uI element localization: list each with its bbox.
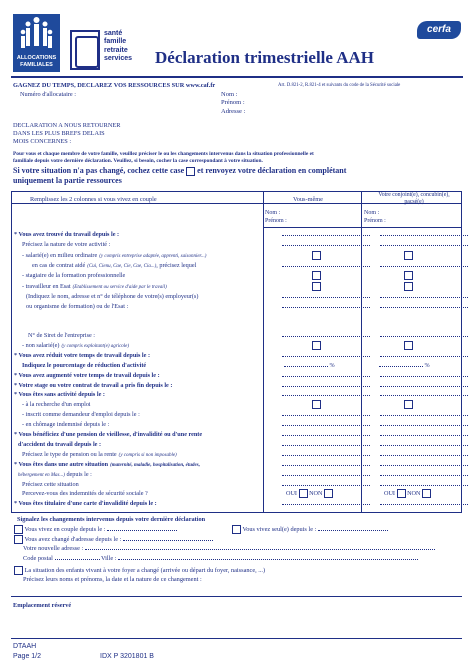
adresse-label: Adresse :: [221, 108, 246, 115]
row-text: - en chômage indemnisé depuis le :: [22, 421, 110, 429]
row-tail: , précisez lequel: [156, 261, 197, 269]
table-row: [14, 489, 462, 498]
row-text: * Vous avez réduit votre temps de travail depuis le :: [14, 351, 151, 359]
row-label: [22, 400, 91, 409]
row-text: N° de Siret de l'entreprise :: [28, 332, 95, 339]
table-row: [14, 460, 462, 469]
partner-date-field[interactable]: [380, 230, 468, 239]
self-date-field[interactable]: [282, 410, 370, 419]
family-section-rule: [11, 596, 462, 597]
row-note: (Cui, Cienu, Cae, Cie, Cae, Cia...): [87, 263, 157, 269]
form-code: DTAAH: [13, 643, 37, 650]
cerfa-logo: [417, 21, 461, 39]
row-text: - salarié(e) en milieu ordinaire: [22, 251, 98, 259]
self-nom: Nom :: [265, 210, 281, 216]
family-row-seul: [232, 525, 388, 534]
row-text: * Vous êtes sans activité depuis le :: [14, 391, 105, 399]
seul-label: Vous vivez seul(e) depuis le :: [242, 525, 317, 533]
self-date-field[interactable]: [282, 480, 370, 489]
name-row-rule: [263, 227, 462, 228]
table-row: [14, 450, 462, 459]
table-row: [14, 292, 462, 301]
partner-date-field[interactable]: [380, 460, 468, 469]
row-note: (y compris exploitant(e) agricole): [61, 343, 130, 349]
table-row: [14, 351, 462, 360]
table-row: [14, 361, 462, 370]
table-row: [14, 271, 462, 280]
row-label: [22, 450, 177, 460]
partner-nom: Nom :: [364, 210, 380, 216]
partner-date-field[interactable]: [380, 331, 468, 340]
row-label: [14, 499, 157, 508]
self-date-field[interactable]: [282, 381, 370, 390]
row-text: Percevez-vous des indemnités de sécurité sociale ?: [22, 490, 148, 498]
row-text: - stagiaire de la formation professionnelle: [22, 272, 126, 280]
row-tail: depuis le :: [64, 470, 92, 478]
row-text: Précisez la nature de votre activité :: [22, 241, 111, 249]
children-row: [14, 566, 265, 575]
no-change-b: et renvoyez votre déclaration en complétant: [197, 166, 347, 175]
postal-row: [23, 555, 418, 562]
row-label: [14, 381, 172, 390]
row-label: [22, 480, 79, 489]
postal-label: Code postal: [23, 555, 53, 562]
mois-label: MOIS CONCERNES :: [13, 138, 72, 145]
row-label: [28, 331, 95, 340]
table-row: [14, 251, 462, 260]
nom-label: Nom :: [221, 91, 238, 98]
self-date-field[interactable]: [282, 302, 370, 311]
partner-date-field[interactable]: [380, 430, 468, 439]
row-text: d'accident du travail depuis le :: [18, 440, 102, 448]
website-line: GAGNEZ DU TEMPS, DECLAREZ VOS RESSOURCES SUR www.caf.fr: [13, 82, 216, 89]
row-note: (Etablissement ou service d'aide par le travail): [72, 284, 167, 290]
self-oui-non[interactable]: OUI NON: [286, 489, 333, 498]
seul-checkbox[interactable]: [232, 525, 241, 534]
table-row: [14, 240, 462, 249]
caf-people-icon: [13, 14, 60, 54]
table-row: [14, 331, 462, 340]
self-date-field[interactable]: [282, 261, 370, 270]
row-text: Précisez le type de pension ou la rente: [22, 450, 117, 458]
allocataire-label: Numéro d'allocataire :: [20, 91, 77, 98]
partner-checkbox[interactable]: [404, 271, 413, 280]
msa-line: retraite: [104, 46, 128, 54]
partner-date-field[interactable]: [380, 381, 468, 390]
couple-label: Vous vivez en couple depuis le :: [24, 525, 106, 533]
children-detail: Précisez leurs noms et prénoms, la date et la nature de ce changement :: [23, 576, 202, 583]
row-label: [22, 489, 148, 498]
self-prenom: Prénom :: [265, 218, 287, 224]
new-address-label: Votre nouvelle adresse :: [23, 545, 84, 552]
return-line: DANS LES PLUS BREFS DELAIS: [13, 130, 105, 137]
msa-line: famille: [104, 38, 127, 46]
table-row: [14, 371, 462, 380]
row-text: * Vous êtes dans une autre situation: [14, 460, 109, 468]
return-line: DECLARATION A NOUS RETOURNER: [13, 122, 121, 129]
table-row: [14, 261, 462, 270]
new-address-field[interactable]: [85, 549, 435, 550]
row-note: (y compris si non imposable): [118, 452, 177, 458]
children-checkbox[interactable]: [14, 566, 23, 575]
row-label: [14, 351, 150, 360]
page-number: Page 1/2: [13, 653, 42, 660]
postal-field[interactable]: [55, 559, 100, 560]
table-row: [14, 440, 462, 449]
self-checkbox[interactable]: [312, 271, 321, 280]
row-label: [22, 341, 129, 351]
table-row: [14, 499, 462, 508]
row-label: [32, 261, 196, 271]
self-date-field[interactable]: [282, 499, 370, 508]
self-date-field[interactable]: [282, 450, 370, 459]
couple-date-field[interactable]: [107, 530, 177, 531]
table-row: [14, 400, 462, 409]
partner-checkbox[interactable]: [404, 251, 413, 260]
table-row: [14, 381, 462, 390]
address-checkbox[interactable]: [14, 535, 23, 544]
col-header-self: Vous-même: [293, 196, 323, 203]
self-date-field[interactable]: [282, 390, 370, 399]
table-row: [14, 282, 462, 291]
partner-date-field[interactable]: [380, 302, 468, 311]
partner-date-field[interactable]: [380, 480, 468, 489]
no-change-text: [13, 166, 346, 176]
msa-logo: [70, 30, 100, 70]
msa-logo-mark: [75, 36, 99, 68]
prenom-label: Prénom :: [221, 99, 245, 106]
row-note: (maternité, maladie, hospitalisation, études,: [110, 462, 200, 468]
self-date-field[interactable]: [282, 430, 370, 439]
row-text: - travailleur en Esat: [22, 282, 71, 290]
page-title: Déclaration trimestrielle AAH: [155, 48, 375, 67]
partner-checkbox[interactable]: [404, 341, 413, 350]
row-label: [14, 460, 200, 470]
partner-oui-non[interactable]: OUI NON: [384, 489, 431, 498]
no-change-a: Si votre situation n'a pas changé, cochez cette case: [13, 166, 185, 175]
partner-date-field[interactable]: [380, 261, 468, 270]
partner-date-field[interactable]: [380, 371, 468, 380]
row-text: - non salarié(e): [22, 341, 60, 349]
row-label: [14, 371, 160, 380]
partner-date-field[interactable]: [380, 351, 468, 360]
self-date-field[interactable]: [282, 331, 370, 340]
header-rule: [11, 76, 463, 78]
employer-blank-area: [14, 304, 259, 326]
partner-prenom: Prénom :: [364, 218, 386, 224]
row-label: [14, 390, 105, 399]
table-row: [14, 410, 462, 419]
row-text: (Indiquez le nom, adresse et n° de téléphone de votre(s) employeur(s): [26, 292, 199, 300]
partner-date-field[interactable]: [380, 499, 468, 508]
partner-date-field[interactable]: [380, 240, 468, 249]
row-label: [22, 282, 167, 292]
row-text: Indiquez le pourcentage de réduction d'activité: [22, 361, 147, 369]
self-checkbox[interactable]: [312, 251, 321, 260]
row-label: [18, 470, 92, 480]
row-text: hébergement en Mas...): [18, 472, 65, 478]
row-label: [14, 230, 119, 239]
table-row: [14, 230, 462, 239]
row-label: [26, 292, 198, 301]
partner-date-field[interactable]: [380, 420, 468, 429]
couple-checkbox[interactable]: [14, 525, 23, 534]
col-header-main: Remplissez les 2 colonnes si vous vivez en couple: [30, 196, 157, 203]
self-checkbox[interactable]: [312, 282, 321, 291]
table-row: [14, 430, 462, 439]
row-label: [18, 440, 101, 449]
msa-line: santé: [104, 30, 123, 37]
table-row: [14, 420, 462, 429]
self-date-field[interactable]: [282, 470, 370, 479]
caf-logo: [13, 14, 60, 72]
address-label: Vous avez changé d'adresse depuis le :: [24, 535, 122, 543]
address-date-field[interactable]: [123, 540, 213, 541]
row-label: [22, 420, 109, 429]
family-title: Signalez les changements intervenus depuis votre dernière déclaration: [17, 516, 206, 523]
cerfa-logo-text: cerfa: [427, 24, 451, 35]
family-row-address: [14, 535, 213, 544]
self-date-field[interactable]: [282, 351, 370, 360]
table-row: [14, 470, 462, 479]
instructions: Pour vous et chaque membre de votre famille, veuillez préciser le ou les changements intervenus dans la situation professionnelle et: [13, 151, 314, 157]
reserved-label: Emplacement réservé: [13, 602, 72, 609]
table-row: [14, 390, 462, 399]
table-row: [14, 341, 462, 350]
instructions: familiale depuis votre dernière déclaration. Veuillez, si besoin, cocher la case correspondant à votre situation.: [13, 158, 263, 164]
row-label: [22, 410, 140, 419]
msa-text: [104, 30, 132, 64]
partner-date-field[interactable]: [380, 450, 468, 459]
partner-date-field[interactable]: [380, 292, 468, 301]
col-header-partner: Votre conjoint(e), concubin(e), pacsé(e): [378, 192, 450, 205]
self-checkbox[interactable]: [312, 400, 321, 409]
footer-rule: [11, 638, 462, 639]
self-percent-field[interactable]: %: [284, 361, 335, 370]
row-text: - à la recherche d'un emploi: [22, 401, 91, 409]
children-label: La situation des enfants vivant à votre foyer a changé (arrivée ou départ du foyer, naissance, ...): [24, 566, 266, 574]
ville-field[interactable]: [118, 559, 418, 560]
row-note: (y compris entreprise adaptée, apprenti, saisonnier...): [99, 253, 207, 259]
self-date-field[interactable]: [282, 240, 370, 249]
row-label: [22, 240, 110, 249]
partner-date-field[interactable]: [380, 440, 468, 449]
partner-checkbox[interactable]: [404, 282, 413, 291]
partner-date-field[interactable]: [380, 390, 468, 399]
self-date-field[interactable]: [282, 292, 370, 301]
msa-line: services: [104, 55, 133, 63]
row-text: * Vous avez augmenté votre temps de travail depuis le :: [14, 371, 160, 379]
ville-label: Ville :: [100, 555, 117, 562]
row-text: * Vous bénéficiez d'une pension de vieillesse, d'invalidité ou d'une rente: [14, 431, 203, 438]
row-text: - inscrit comme demandeur d'emploi depuis le :: [22, 411, 140, 419]
row-text: en cas de contrat aidé: [32, 261, 86, 269]
row-label: [22, 251, 206, 261]
self-date-field[interactable]: [282, 420, 370, 429]
row-text: * Vous êtes titulaire d'une carte d'invalidité depuis le :: [14, 500, 157, 508]
no-change-c: uniquement la partie ressources: [13, 176, 122, 185]
self-date-field[interactable]: [282, 440, 370, 449]
legal-ref: Art. D.821-2, R.821-4 et suivants du code de la Sécurité sociale: [278, 83, 401, 88]
row-text: * Vous avez trouvé du travail depuis le :: [14, 231, 120, 238]
table-row: [14, 480, 462, 489]
partner-checkbox[interactable]: [404, 400, 413, 409]
self-date-field[interactable]: [282, 230, 370, 239]
row-label: [22, 361, 146, 370]
partner-percent-field[interactable]: %: [379, 361, 430, 370]
seul-date-field[interactable]: [318, 530, 388, 531]
row-label: [22, 271, 125, 280]
family-row-couple: [14, 525, 177, 534]
row-text: Précisez cette situation: [22, 480, 79, 488]
caf-logo-text: ALLOCATIONS FAMILIALES: [16, 55, 57, 68]
no-change-checkbox[interactable]: [186, 167, 195, 176]
partner-date-field[interactable]: [380, 470, 468, 479]
partner-date-field[interactable]: [380, 410, 468, 419]
self-date-field[interactable]: [282, 460, 370, 469]
idx-code: IDX P 3201801 B: [100, 653, 154, 660]
self-date-field[interactable]: [282, 371, 370, 380]
row-text: * Votre stage ou votre contrat de travail a pris fin depuis le :: [14, 381, 173, 389]
row-text: ou organisme de formation) ou de l'Esat :: [26, 303, 129, 311]
new-address-row: [23, 545, 435, 552]
row-label: [14, 430, 202, 439]
self-checkbox[interactable]: [312, 341, 321, 350]
